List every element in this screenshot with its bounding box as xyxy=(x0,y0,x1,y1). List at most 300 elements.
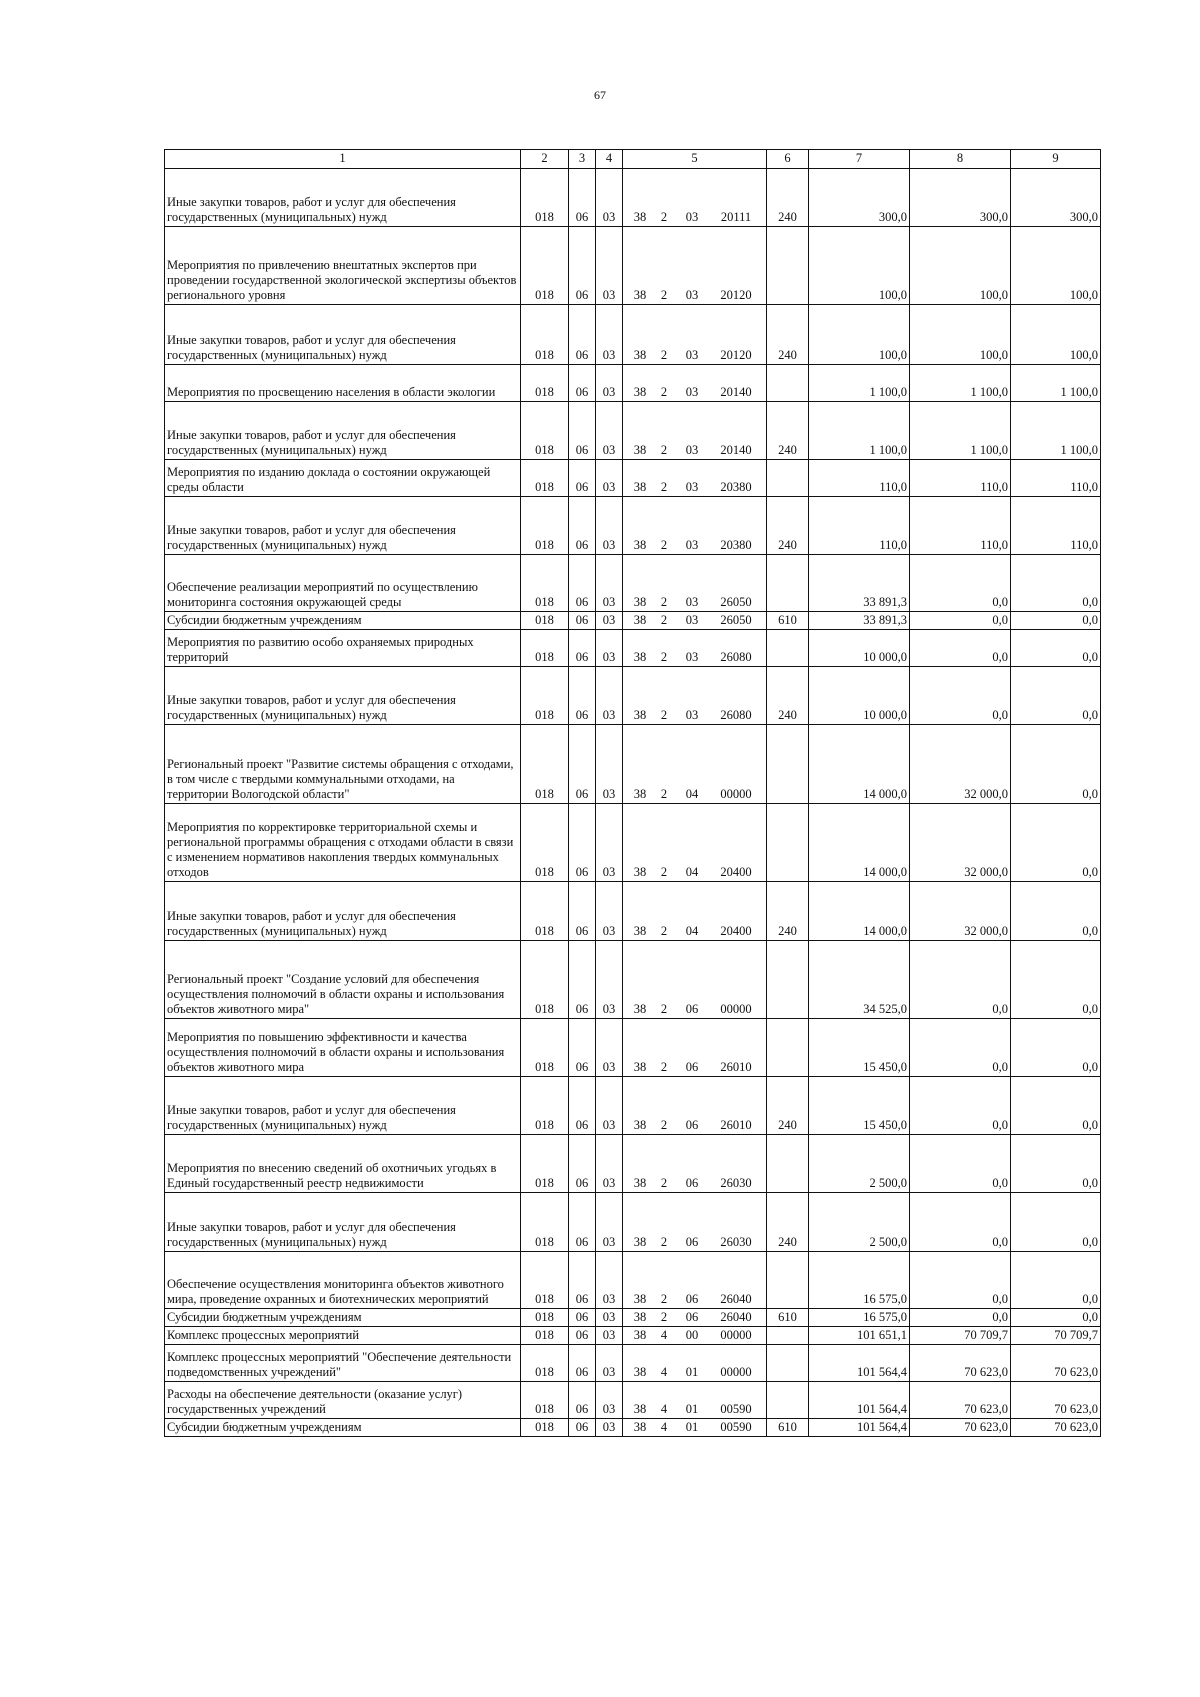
target-article-part: 20400 xyxy=(720,865,752,879)
row-name-cell: Иные закупки товаров, работ и услуг для обеспечения государственных (муниципальных) нужд xyxy=(165,497,521,555)
code-cell: 018 xyxy=(521,1252,569,1309)
target-article-part: 38 xyxy=(633,613,647,627)
amount-cell: 0,0 xyxy=(1011,1135,1101,1193)
code-cell: 018 xyxy=(521,804,569,882)
expense-type-cell xyxy=(767,555,809,612)
code-cell: 018 xyxy=(521,1309,569,1327)
expense-type-cell: 240 xyxy=(767,402,809,460)
code-cell: 018 xyxy=(521,612,569,630)
table-row xyxy=(165,555,1101,612)
code-cell: 06 xyxy=(569,1135,596,1193)
row-name-cell: Обеспечение реализации мероприятий по осуществлению мониторинга состояния окружающей среды xyxy=(165,555,521,612)
code-cell: 03 xyxy=(596,365,623,402)
header-cell: 4 xyxy=(596,150,623,169)
amount-cell: 110,0 xyxy=(809,497,910,555)
amount-cell: 15 450,0 xyxy=(809,1019,910,1077)
amount-cell: 110,0 xyxy=(809,460,910,497)
amount-cell: 0,0 xyxy=(1011,612,1101,630)
header-cell: 3 xyxy=(569,150,596,169)
expense-type-cell xyxy=(767,365,809,402)
target-article-part: 38 xyxy=(633,1402,647,1416)
row-name-cell: Иные закупки товаров, работ и услуг для обеспечения государственных (муниципальных) нужд xyxy=(165,402,521,460)
row-name-cell: Иные закупки товаров, работ и услуг для обеспечения государственных (муниципальных) нужд xyxy=(165,882,521,941)
amount-cell: 0,0 xyxy=(910,1193,1011,1252)
budget-table xyxy=(164,149,1101,1437)
target-article-part: 2 xyxy=(660,538,668,552)
header-cell: 9 xyxy=(1011,150,1101,169)
expense-type-cell: 240 xyxy=(767,1193,809,1252)
code-cell: 03 xyxy=(596,1252,623,1309)
code-cell: 018 xyxy=(521,227,569,305)
target-article-part: 26010 xyxy=(720,1060,752,1074)
amount-cell: 100,0 xyxy=(910,305,1011,365)
expense-type-cell: 610 xyxy=(767,1419,809,1437)
code-cell: 03 xyxy=(596,402,623,460)
target-article-part: 2 xyxy=(660,480,668,494)
target-article-part: 26040 xyxy=(720,1292,752,1306)
amount-cell: 10 000,0 xyxy=(809,667,910,725)
target-article-part: 38 xyxy=(633,538,647,552)
expense-type-cell xyxy=(767,630,809,667)
code-cell: 03 xyxy=(596,169,623,227)
target-article-part: 20140 xyxy=(720,443,752,457)
amount-cell: 110,0 xyxy=(910,460,1011,497)
target-article-part: 2 xyxy=(660,595,668,609)
target-article-cell xyxy=(623,460,767,497)
target-article-part: 00000 xyxy=(720,1365,752,1379)
row-name-cell: Мероприятия по привлечению внештатных экспертов при проведении государственной экологической экспертизы объектов регионального уровня xyxy=(165,227,521,305)
code-cell: 018 xyxy=(521,402,569,460)
code-cell: 06 xyxy=(569,1252,596,1309)
expense-type-cell xyxy=(767,1345,809,1382)
amount-cell: 300,0 xyxy=(1011,169,1101,227)
amount-cell: 0,0 xyxy=(910,612,1011,630)
amount-cell: 0,0 xyxy=(910,941,1011,1019)
target-article-part: 38 xyxy=(633,1310,647,1324)
target-article-part: 00000 xyxy=(720,787,752,801)
target-article-part: 01 xyxy=(685,1365,699,1379)
code-cell: 018 xyxy=(521,630,569,667)
table-row xyxy=(165,941,1101,1019)
code-cell: 06 xyxy=(569,305,596,365)
row-name-cell: Комплекс процессных мероприятий "Обеспечение деятельности подведомственных учреждений" xyxy=(165,1345,521,1382)
target-article-part: 06 xyxy=(685,1292,699,1306)
table-row xyxy=(165,1193,1101,1252)
expense-type-cell xyxy=(767,1252,809,1309)
header-cell: 2 xyxy=(521,150,569,169)
target-article-cell xyxy=(623,612,767,630)
amount-cell: 70 623,0 xyxy=(910,1419,1011,1437)
target-article-cell xyxy=(623,882,767,941)
target-article-part: 03 xyxy=(685,708,699,722)
code-cell: 03 xyxy=(596,1193,623,1252)
table-row xyxy=(165,305,1101,365)
code-cell: 03 xyxy=(596,725,623,804)
target-article-cell xyxy=(623,1252,767,1309)
target-article-part: 38 xyxy=(633,480,647,494)
target-article-part: 26010 xyxy=(720,1118,752,1132)
target-article-part: 2 xyxy=(660,385,668,399)
amount-cell: 16 575,0 xyxy=(809,1309,910,1327)
target-article-part: 2 xyxy=(660,288,668,302)
amount-cell: 32 000,0 xyxy=(910,804,1011,882)
header-cell: 6 xyxy=(767,150,809,169)
amount-cell: 0,0 xyxy=(1011,1193,1101,1252)
amount-cell: 0,0 xyxy=(1011,1252,1101,1309)
target-article-part: 2 xyxy=(660,1118,668,1132)
code-cell: 03 xyxy=(596,555,623,612)
table-row xyxy=(165,365,1101,402)
code-cell: 06 xyxy=(569,365,596,402)
table-row xyxy=(165,630,1101,667)
target-article-part: 03 xyxy=(685,538,699,552)
target-article-part: 03 xyxy=(685,348,699,362)
row-name-cell: Субсидии бюджетным учреждениям xyxy=(165,612,521,630)
row-name-cell: Иные закупки товаров, работ и услуг для обеспечения государственных (муниципальных) нужд xyxy=(165,1077,521,1135)
code-cell: 018 xyxy=(521,1135,569,1193)
code-cell: 06 xyxy=(569,725,596,804)
table-row xyxy=(165,804,1101,882)
target-article-part: 38 xyxy=(633,348,647,362)
code-cell: 018 xyxy=(521,169,569,227)
code-cell: 018 xyxy=(521,1193,569,1252)
expense-type-cell xyxy=(767,227,809,305)
code-cell: 03 xyxy=(596,667,623,725)
code-cell: 06 xyxy=(569,667,596,725)
target-article-part: 2 xyxy=(660,1176,668,1190)
target-article-part: 38 xyxy=(633,210,647,224)
code-cell: 03 xyxy=(596,941,623,1019)
target-article-part: 2 xyxy=(660,1002,668,1016)
target-article-part: 2 xyxy=(660,1310,668,1324)
header-cell: 1 xyxy=(165,150,521,169)
target-article-part: 2 xyxy=(660,787,668,801)
table-row xyxy=(165,667,1101,725)
row-name-cell: Иные закупки товаров, работ и услуг для обеспечения государственных (муниципальных) нужд xyxy=(165,667,521,725)
target-article-cell xyxy=(623,1345,767,1382)
target-article-part: 00000 xyxy=(720,1002,752,1016)
amount-cell: 2 500,0 xyxy=(809,1193,910,1252)
target-article-cell xyxy=(623,1327,767,1345)
target-article-cell xyxy=(623,365,767,402)
row-name-cell: Мероприятия по корректировке территориальной схемы и региональной программы обращения с отходами области в связи с изменением нормативов накопления твердых коммунальных отходов xyxy=(165,804,521,882)
code-cell: 018 xyxy=(521,555,569,612)
target-article-part: 26030 xyxy=(720,1176,752,1190)
table-row xyxy=(165,1077,1101,1135)
code-cell: 03 xyxy=(596,1019,623,1077)
expense-type-cell: 610 xyxy=(767,1309,809,1327)
target-article-part: 2 xyxy=(660,1060,668,1074)
expense-type-cell: 240 xyxy=(767,1077,809,1135)
row-name-cell: Субсидии бюджетным учреждениям xyxy=(165,1419,521,1437)
code-cell: 03 xyxy=(596,1419,623,1437)
row-name-cell: Региональный проект "Создание условий для обеспечения осуществления полномочий в области охраны и использования объектов животного мира" xyxy=(165,941,521,1019)
code-cell: 018 xyxy=(521,1345,569,1382)
amount-cell: 0,0 xyxy=(1011,630,1101,667)
amount-cell: 1 100,0 xyxy=(1011,365,1101,402)
target-article-cell xyxy=(623,941,767,1019)
code-cell: 03 xyxy=(596,882,623,941)
row-name-cell: Мероприятия по развитию особо охраняемых природных территорий xyxy=(165,630,521,667)
target-article-cell xyxy=(623,305,767,365)
target-article-part: 03 xyxy=(685,480,699,494)
target-article-part: 38 xyxy=(633,595,647,609)
amount-cell: 70 623,0 xyxy=(1011,1382,1101,1419)
code-cell: 06 xyxy=(569,804,596,882)
amount-cell: 14 000,0 xyxy=(809,882,910,941)
code-cell: 06 xyxy=(569,882,596,941)
row-name-cell: Иные закупки товаров, работ и услуг для обеспечения государственных (муниципальных) нужд xyxy=(165,305,521,365)
target-article-part: 26050 xyxy=(720,595,752,609)
target-article-part: 38 xyxy=(633,1292,647,1306)
table-row xyxy=(165,1019,1101,1077)
code-cell: 018 xyxy=(521,667,569,725)
code-cell: 018 xyxy=(521,497,569,555)
target-article-part: 01 xyxy=(685,1402,699,1416)
row-name-cell: Иные закупки товаров, работ и услуг для обеспечения государственных (муниципальных) нужд xyxy=(165,169,521,227)
amount-cell: 0,0 xyxy=(1011,882,1101,941)
amount-cell: 0,0 xyxy=(1011,941,1101,1019)
code-cell: 06 xyxy=(569,612,596,630)
target-article-part: 4 xyxy=(660,1420,668,1434)
target-article-part: 03 xyxy=(685,210,699,224)
code-cell: 018 xyxy=(521,725,569,804)
target-article-part: 2 xyxy=(660,210,668,224)
target-article-part: 20111 xyxy=(720,210,752,224)
code-cell: 06 xyxy=(569,227,596,305)
target-article-part: 38 xyxy=(633,1002,647,1016)
target-article-part: 38 xyxy=(633,1420,647,1434)
amount-cell: 110,0 xyxy=(1011,497,1101,555)
amount-cell: 1 100,0 xyxy=(809,365,910,402)
target-article-cell xyxy=(623,402,767,460)
target-article-part: 03 xyxy=(685,385,699,399)
target-article-cell xyxy=(623,1019,767,1077)
target-article-part: 06 xyxy=(685,1235,699,1249)
target-article-part: 38 xyxy=(633,385,647,399)
expense-type-cell xyxy=(767,725,809,804)
expense-type-cell: 240 xyxy=(767,882,809,941)
code-cell: 03 xyxy=(596,1327,623,1345)
amount-cell: 32 000,0 xyxy=(910,725,1011,804)
target-article-part: 2 xyxy=(660,613,668,627)
target-article-part: 26050 xyxy=(720,613,752,627)
target-article-cell xyxy=(623,1193,767,1252)
amount-cell: 101 564,4 xyxy=(809,1345,910,1382)
table-body xyxy=(165,169,1101,1437)
code-cell: 06 xyxy=(569,497,596,555)
target-article-part: 00000 xyxy=(720,1328,752,1342)
target-article-part: 06 xyxy=(685,1060,699,1074)
amount-cell: 16 575,0 xyxy=(809,1252,910,1309)
header-cell: 8 xyxy=(910,150,1011,169)
table-row xyxy=(165,1327,1101,1345)
code-cell: 03 xyxy=(596,1382,623,1419)
target-article-part: 38 xyxy=(633,650,647,664)
code-cell: 018 xyxy=(521,1382,569,1419)
target-article-cell xyxy=(623,1135,767,1193)
table-row xyxy=(165,882,1101,941)
code-cell: 018 xyxy=(521,882,569,941)
target-article-part: 38 xyxy=(633,1235,647,1249)
row-name-cell: Иные закупки товаров, работ и услуг для обеспечения государственных (муниципальных) нужд xyxy=(165,1193,521,1252)
amount-cell: 70 623,0 xyxy=(1011,1419,1101,1437)
target-article-part: 00590 xyxy=(720,1420,752,1434)
target-article-part: 38 xyxy=(633,1176,647,1190)
target-article-part: 20120 xyxy=(720,288,752,302)
target-article-part: 2 xyxy=(660,1292,668,1306)
code-cell: 06 xyxy=(569,1019,596,1077)
amount-cell: 33 891,3 xyxy=(809,612,910,630)
amount-cell: 0,0 xyxy=(1011,725,1101,804)
table-row xyxy=(165,497,1101,555)
code-cell: 03 xyxy=(596,460,623,497)
code-cell: 03 xyxy=(596,1077,623,1135)
amount-cell: 0,0 xyxy=(910,1135,1011,1193)
amount-cell: 1 100,0 xyxy=(809,402,910,460)
target-article-cell xyxy=(623,725,767,804)
target-article-part: 20120 xyxy=(720,348,752,362)
target-article-part: 38 xyxy=(633,1118,647,1132)
expense-type-cell xyxy=(767,1382,809,1419)
table-row xyxy=(165,1419,1101,1437)
target-article-part: 2 xyxy=(660,1235,668,1249)
target-article-part: 03 xyxy=(685,613,699,627)
target-article-part: 20380 xyxy=(720,538,752,552)
code-cell: 018 xyxy=(521,1019,569,1077)
amount-cell: 110,0 xyxy=(910,497,1011,555)
table-row xyxy=(165,1252,1101,1309)
target-article-part: 20400 xyxy=(720,924,752,938)
page-number: 67 xyxy=(594,88,606,102)
expense-type-cell xyxy=(767,460,809,497)
code-cell: 06 xyxy=(569,1382,596,1419)
code-cell: 06 xyxy=(569,630,596,667)
target-article-part: 03 xyxy=(685,288,699,302)
amount-cell: 0,0 xyxy=(1011,804,1101,882)
target-article-part: 38 xyxy=(633,1328,647,1342)
amount-cell: 70 709,7 xyxy=(1011,1327,1101,1345)
amount-cell: 0,0 xyxy=(1011,555,1101,612)
amount-cell: 0,0 xyxy=(910,555,1011,612)
amount-cell: 101 564,4 xyxy=(809,1382,910,1419)
code-cell: 018 xyxy=(521,941,569,1019)
target-article-part: 03 xyxy=(685,650,699,664)
code-cell: 018 xyxy=(521,460,569,497)
code-cell: 06 xyxy=(569,460,596,497)
amount-cell: 70 623,0 xyxy=(910,1382,1011,1419)
code-cell: 06 xyxy=(569,941,596,1019)
expense-type-cell: 240 xyxy=(767,305,809,365)
target-article-part: 06 xyxy=(685,1002,699,1016)
amount-cell: 100,0 xyxy=(910,227,1011,305)
amount-cell: 0,0 xyxy=(1011,667,1101,725)
header-cell: 7 xyxy=(809,150,910,169)
amount-cell: 1 100,0 xyxy=(910,365,1011,402)
code-cell: 018 xyxy=(521,305,569,365)
code-cell: 03 xyxy=(596,497,623,555)
amount-cell: 0,0 xyxy=(910,1077,1011,1135)
row-name-cell: Мероприятия по повышению эффективности и качества осуществления полномочий в области охраны и использования объектов животного мира xyxy=(165,1019,521,1077)
table-row xyxy=(165,1382,1101,1419)
header-cell: 5 xyxy=(623,150,767,169)
amount-cell: 101 564,4 xyxy=(809,1419,910,1437)
code-cell: 06 xyxy=(569,1193,596,1252)
target-article-part: 38 xyxy=(633,865,647,879)
target-article-part: 2 xyxy=(660,650,668,664)
expense-type-cell: 240 xyxy=(767,497,809,555)
target-article-part: 00590 xyxy=(720,1402,752,1416)
amount-cell: 14 000,0 xyxy=(809,804,910,882)
target-article-cell xyxy=(623,497,767,555)
amount-cell: 110,0 xyxy=(1011,460,1101,497)
target-article-part: 04 xyxy=(685,787,699,801)
target-article-part: 20140 xyxy=(720,385,752,399)
code-cell: 018 xyxy=(521,365,569,402)
target-article-part: 26030 xyxy=(720,1235,752,1249)
code-cell: 018 xyxy=(521,1419,569,1437)
amount-cell: 100,0 xyxy=(809,305,910,365)
amount-cell: 33 891,3 xyxy=(809,555,910,612)
amount-cell: 300,0 xyxy=(809,169,910,227)
target-article-part: 38 xyxy=(633,1060,647,1074)
code-cell: 06 xyxy=(569,1309,596,1327)
amount-cell: 0,0 xyxy=(910,1252,1011,1309)
target-article-part: 03 xyxy=(685,595,699,609)
amount-cell: 0,0 xyxy=(1011,1309,1101,1327)
header-row xyxy=(165,150,1101,169)
table-row xyxy=(165,169,1101,227)
target-article-part: 26080 xyxy=(720,650,752,664)
target-article-part: 26080 xyxy=(720,708,752,722)
table-row xyxy=(165,612,1101,630)
amount-cell: 10 000,0 xyxy=(809,630,910,667)
target-article-part: 38 xyxy=(633,708,647,722)
expense-type-cell xyxy=(767,941,809,1019)
amount-cell: 0,0 xyxy=(910,630,1011,667)
target-article-cell xyxy=(623,1382,767,1419)
target-article-part: 4 xyxy=(660,1365,668,1379)
code-cell: 06 xyxy=(569,555,596,612)
code-cell: 06 xyxy=(569,1077,596,1135)
target-article-part: 01 xyxy=(685,1420,699,1434)
code-cell: 018 xyxy=(521,1327,569,1345)
target-article-cell xyxy=(623,1077,767,1135)
target-article-part: 2 xyxy=(660,443,668,457)
code-cell: 03 xyxy=(596,1309,623,1327)
code-cell: 018 xyxy=(521,1077,569,1135)
row-name-cell: Мероприятия по внесению сведений об охотничьих угодьях в Единый государственный реестр недвижимости xyxy=(165,1135,521,1193)
target-article-part: 03 xyxy=(685,443,699,457)
expense-type-cell xyxy=(767,804,809,882)
amount-cell: 1 100,0 xyxy=(1011,402,1101,460)
target-article-part: 2 xyxy=(660,348,668,362)
table-row xyxy=(165,725,1101,804)
row-name-cell: Комплекс процессных мероприятий xyxy=(165,1327,521,1345)
target-article-part: 2 xyxy=(660,708,668,722)
target-article-part: 06 xyxy=(685,1118,699,1132)
expense-type-cell: 240 xyxy=(767,667,809,725)
row-name-cell: Расходы на обеспечение деятельности (оказание услуг) государственных учреждений xyxy=(165,1382,521,1419)
target-article-cell xyxy=(623,169,767,227)
code-cell: 06 xyxy=(569,1345,596,1382)
code-cell: 06 xyxy=(569,1419,596,1437)
target-article-cell xyxy=(623,227,767,305)
target-article-part: 38 xyxy=(633,1365,647,1379)
expense-type-cell xyxy=(767,1135,809,1193)
target-article-part: 26040 xyxy=(720,1310,752,1324)
amount-cell: 100,0 xyxy=(1011,305,1101,365)
